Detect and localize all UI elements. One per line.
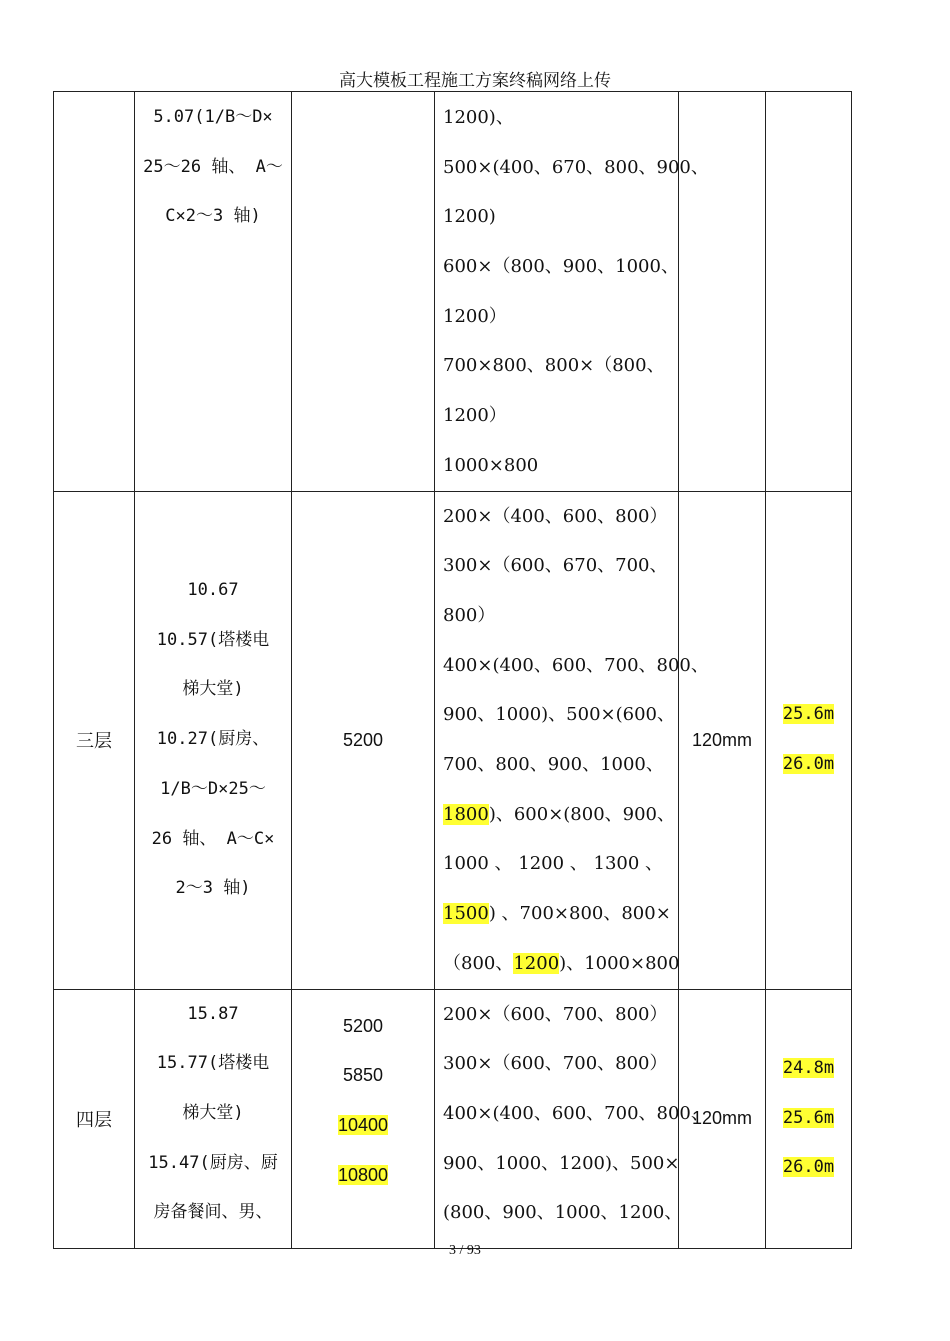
span-cell: [292, 491, 435, 989]
span-value: 10400: [337, 1114, 389, 1135]
height-value: 26.0m: [782, 1157, 835, 1178]
beam-line: 1200）: [443, 305, 507, 327]
slab-value: 120mm: [691, 1108, 753, 1128]
span-value: 5200: [342, 729, 384, 750]
support-height-cell: [766, 491, 852, 989]
floor-cell: [54, 989, 135, 1248]
elevation-line: 15.87: [187, 1003, 239, 1024]
elevation-line: C×2～3 轴): [165, 206, 261, 227]
elevation-cell: [135, 92, 292, 492]
beam-size-cell: [435, 92, 709, 492]
floor-label: 四层: [76, 1109, 112, 1131]
beam-line: 1000 、 1200 、 1300 、: [443, 853, 664, 875]
beam-line: (800、900、1000、1200、: [443, 1202, 683, 1224]
elevation-line: 1/B～D×25～: [160, 778, 266, 799]
table-row: [54, 92, 852, 492]
support-height-cell: [766, 989, 852, 1248]
beam-line: 800）: [443, 604, 496, 626]
beam-line: 500×(400、670、800、900、: [443, 156, 709, 178]
elevation-line: 10.57(塔楼电: [156, 629, 270, 650]
span-value: 5850: [342, 1065, 384, 1086]
height-value: 25.6m: [782, 1107, 835, 1128]
elevation-line: 2～3 轴): [175, 878, 251, 899]
formwork-table: [53, 91, 852, 1249]
floor-cell: [54, 491, 135, 989]
elevation-line: 5.07(1/B～D×: [153, 107, 273, 127]
beam-line: 200×（600、700、800）: [443, 1003, 668, 1025]
height-value: 25.6m: [782, 704, 835, 725]
beam-line: 1200): [443, 206, 496, 228]
beam-line: 400×(400、600、700、800、: [443, 1102, 709, 1124]
elevation-line: 15.77(塔楼电: [156, 1053, 270, 1074]
page-header-title: 高大模板工程施工方案终稿网络上传: [339, 71, 611, 91]
beam-line: 1200)、: [443, 107, 514, 128]
elevation-line: 15.47(厨房、厨: [148, 1152, 278, 1173]
slab-value: 120mm: [691, 729, 753, 750]
span-cell: [292, 92, 435, 492]
elevation-line: 梯大堂): [182, 679, 244, 700]
highlighted-value: 1800: [443, 803, 489, 825]
span-value: 10800: [337, 1164, 389, 1185]
elevation-line: 梯大堂): [182, 1102, 244, 1123]
beam-line: 1200）: [443, 405, 507, 427]
elevation-line: 26 轴、 A～C×: [151, 828, 275, 849]
elevation-line: 10.27(厨房、: [156, 729, 270, 750]
elevation-cell: [135, 989, 292, 1248]
support-height-cell: [766, 92, 852, 492]
beam-line: 1800)、600×(800、900、: [443, 803, 676, 825]
beam-line: 1500) 、700×800、800×: [443, 903, 671, 924]
beam-line: 700×800、800×（800、: [443, 355, 665, 377]
beam-line: 900、1000)、500×(600、: [443, 704, 676, 726]
beam-line: 900、1000、1200)、500×: [443, 1152, 680, 1174]
span-value: 5200: [342, 1015, 384, 1036]
slab-thickness-cell: [679, 989, 766, 1248]
highlighted-value: 1500: [443, 903, 489, 924]
beam-line: 300×（600、670、700、: [443, 555, 668, 577]
beam-line: 400×(400、600、700、800、: [443, 654, 709, 676]
slab-thickness-cell: [679, 491, 766, 989]
table-row: [54, 989, 852, 1248]
slab-thickness-cell: [679, 92, 766, 492]
elevation-line: 房备餐间、男、: [153, 1202, 273, 1223]
table-row: [54, 491, 852, 989]
beam-line: 600×（800、900、1000、: [443, 256, 679, 278]
beam-size-cell: [435, 989, 709, 1248]
beam-line: 300×（600、700、800）: [443, 1053, 668, 1075]
beam-size-cell: [435, 491, 709, 989]
beam-line: 200×（400、600、800）: [443, 505, 668, 527]
height-value: 24.8m: [782, 1057, 835, 1078]
height-value: 26.0m: [782, 754, 835, 774]
highlighted-value: 1200: [513, 952, 560, 974]
floor-cell: [54, 92, 135, 492]
floor-label: 三层: [76, 731, 112, 752]
elevation-cell: [135, 491, 292, 989]
elevation-line: 10.67: [187, 580, 239, 601]
beam-line: 700、800、900、1000、: [443, 753, 664, 775]
elevation-line: 25～26 轴、 A～: [143, 156, 283, 177]
beam-line: （800、1200)、1000×800: [443, 952, 680, 974]
span-cell: [292, 989, 435, 1248]
beam-line: 1000×800: [443, 454, 539, 476]
page-number: 3 / 93: [449, 1243, 481, 1258]
